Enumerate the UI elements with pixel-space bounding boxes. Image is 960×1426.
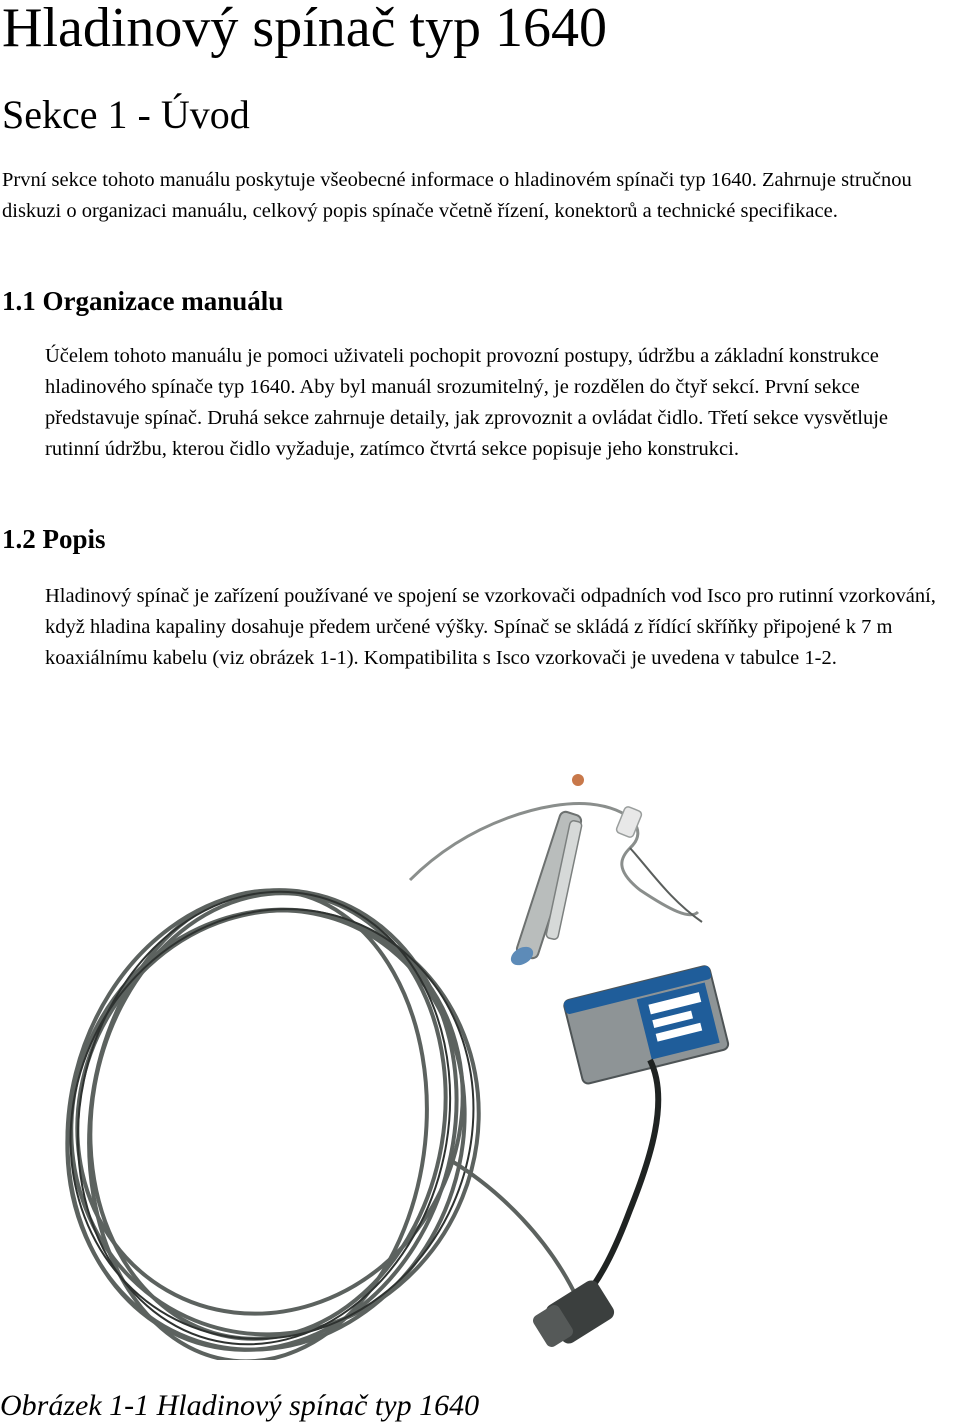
connector-cable: [582, 1060, 658, 1300]
subsection-text-organization: Účelem tohoto manuálu je pomoci uživateli pochopit provozní postupy, údržbu a základní konstrukce hladinového spínače typ 1640. Aby byl manuál srozumitelný, je rozdělen do čtyř sekcí. První sekce představuje spínač. Druhá sekce zahrnuje detaily, jak zprovoznit a ovládat čidlo. Třetí sekce vysvětluje rutinní údržbu, kterou čidlo vyžaduje, zatímco čtvrtá sekce popisuje jeho konstrukci.: [45, 345, 889, 460]
probe-tip: [630, 848, 702, 922]
level-switch-photo: [30, 760, 960, 1360]
coiled-cable: [30, 840, 542, 1360]
document-title: Hladinový spínač typ 1640: [2, 0, 608, 59]
subsection-text-description: Hladinový spínač je zařízení používané ve spojení se vzorkovači odpadních vod Isco pro rutinní vzorkování, když hladina kapaliny dosahuje předem určené výšky. Spínač se skládá z řídící skříňky připojené k 7 m koaxiálnímu kabelu (viz obrázek 1-1). Kompatibilita s Isco vzorkovači je uvedena v tabulce 1-2.: [45, 585, 936, 669]
control-box: [563, 965, 729, 1085]
section-intro: První sekce tohoto manuálu poskytuje všeobecné informace o hladinovém spínači typ 1640. Zahrnuje stručnou diskuzi o organizaci manuálu, celkový popis spínače včetně řízení, konektorů a technické specifikace.: [2, 169, 912, 222]
section-heading: Sekce 1 - Úvod: [2, 92, 250, 137]
figure-caption: Obrázek 1-1 Hladinový spínač typ 1640: [0, 1389, 480, 1422]
subsection-heading-description: 1.2 Popis: [2, 524, 106, 554]
subsection-heading-organization: 1.1 Organizace manuálu: [2, 286, 284, 316]
figure-level-switch: [30, 760, 960, 1360]
